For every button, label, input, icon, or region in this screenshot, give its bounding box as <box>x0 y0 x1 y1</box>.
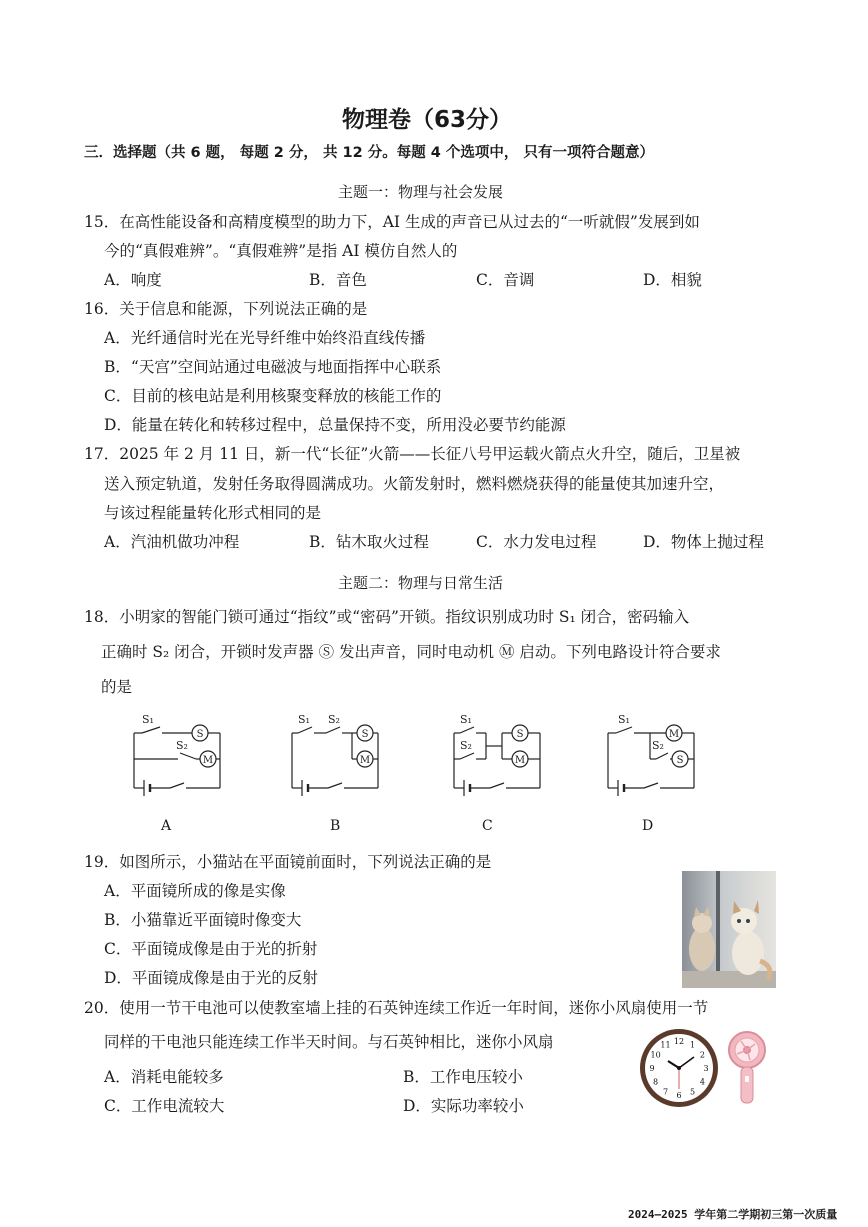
circuit-label-c[interactable]: C <box>482 818 493 834</box>
q15-option-d[interactable]: D．相貌 <box>643 271 702 289</box>
circuit-c-motor: M <box>514 755 526 766</box>
clock-number: 6 <box>676 1091 682 1100</box>
clock-number: 10 <box>650 1050 661 1060</box>
q15-option-b[interactable]: B．音色 <box>309 271 367 289</box>
question-15-line-2: 今的“真假难辨”。“真假难辨”是指 AI 模仿自然人的 <box>104 242 458 260</box>
circuit-diagrams <box>120 705 760 815</box>
question-19-line-1: 19．如图所示，小猫站在平面镜前面时，下列说法正确的是 <box>84 853 492 871</box>
q20-option-d[interactable]: D．实际功率较小 <box>403 1097 524 1115</box>
q19-option-c[interactable]: C．平面镜成像是由于光的折射 <box>104 940 318 958</box>
clock-number: 4 <box>699 1077 705 1087</box>
clock-number: 1 <box>689 1040 696 1050</box>
circuit-b-sounder: S <box>361 729 369 740</box>
question-20-line-2: 同样的干电池只能连续工作半天时间。与石英钟相比，迷你小风扇 <box>104 1033 554 1051</box>
question-20-line-1: 20．使用一节干电池可以使教室墙上挂的石英钟连续工作近一年时间，迷你小风扇使用一节 <box>84 999 709 1017</box>
clock-number: 11 <box>660 1040 671 1050</box>
clock-number: 8 <box>653 1077 659 1087</box>
q19-option-a[interactable]: A．平面镜所成的像是实像 <box>104 882 286 900</box>
section-heading: 三．选择题（共 6 题， 每题 2 分， 共 12 分。每题 4 个选项中， 只有一项符合题意） <box>84 145 654 161</box>
q17-option-b[interactable]: B．钻木取火过程 <box>309 533 429 551</box>
mini-fan-icon <box>724 1030 770 1106</box>
circuit-b-s1-label: S₁ <box>298 713 310 726</box>
page-title: 物理卷（63分） <box>342 107 513 133</box>
question-18-line-1: 18．小明家的智能门锁可通过“指纹”或“密码”开锁。指纹识别成功时 S₁ 闭合，密码输入 <box>84 608 690 626</box>
cat-mirror-image <box>682 871 776 988</box>
q20-option-c[interactable]: C．工作电流较大 <box>104 1097 225 1115</box>
question-17-line-1: 17．2025 年 2 月 11 日，新一代“长征”火箭——长征八号甲运载火箭点火升空，随后，卫星被 <box>84 445 741 463</box>
circuit-b-motor: M <box>359 755 371 766</box>
question-15-line-1: 15．在高性能设备和高精度模型的助力下，AI 生成的声音已从过去的“一听就假”发展到如 <box>84 213 700 231</box>
wall-clock-icon <box>638 1027 720 1109</box>
q16-option-c[interactable]: C．目前的核电站是利用核聚变释放的核能工作的 <box>104 387 442 405</box>
question-17-line-3: 与该过程能量转化形式相同的是 <box>104 504 322 522</box>
q17-option-a[interactable]: A．汽油机做功冲程 <box>104 533 240 551</box>
circuit-c[interactable] <box>454 725 540 796</box>
circuit-a-sounder: S <box>196 729 204 740</box>
clock-number: 3 <box>703 1064 709 1073</box>
clock-number: 12 <box>673 1037 685 1046</box>
circuit-c-sounder: S <box>516 729 524 740</box>
q15-option-a[interactable]: A．响度 <box>104 271 162 289</box>
theme-heading-1: 主题一：物理与社会发展 <box>338 183 504 201</box>
circuit-label-d[interactable]: D <box>642 818 654 834</box>
clock-number: 7 <box>662 1087 669 1097</box>
circuit-a-s1-label: S₁ <box>142 713 154 726</box>
q16-option-d[interactable]: D．能量在转化和转移过程中，总量保持不变，所用没必要节约能源 <box>104 416 566 434</box>
clock-number: 5 <box>689 1087 696 1097</box>
circuit-d-s2-label: S₂ <box>652 739 664 752</box>
clock-number: 2 <box>699 1050 705 1060</box>
circuit-label-a[interactable]: A <box>161 818 172 834</box>
question-18-line-2: 正确时 S₂ 闭合，开锁时发声器 Ⓢ 发出声音，同时电动机 Ⓜ 启动。下列电路设计符合要求 <box>101 643 721 661</box>
q19-option-b[interactable]: B．小猫靠近平面镜时像变大 <box>104 911 302 929</box>
circuit-b-s2-label: S₂ <box>328 713 340 726</box>
q20-option-a[interactable]: A．消耗电能较多 <box>104 1068 224 1086</box>
circuit-d-sounder: S <box>676 755 684 766</box>
q17-option-d[interactable]: D．物体上抛过程 <box>643 533 764 551</box>
q20-option-b[interactable]: B．工作电压较小 <box>403 1068 523 1086</box>
q16-option-b[interactable]: B．“天宫”空间站通过电磁波与地面指挥中心联系 <box>104 358 442 376</box>
question-17-line-2: 送入预定轨道，发射任务取得圆满成功。火箭发射时，燃料燃烧获得的能量使其加速升空， <box>104 475 725 493</box>
circuit-label-b[interactable]: B <box>330 818 341 834</box>
theme-heading-2: 主题二：物理与日常生活 <box>338 574 504 592</box>
circuit-d-s1-label: S₁ <box>618 713 630 726</box>
clock-number: 9 <box>649 1064 655 1073</box>
q17-option-c[interactable]: C．水力发电过程 <box>476 533 597 551</box>
question-16-line-1: 16．关于信息和能源，下列说法正确的是 <box>84 300 368 318</box>
circuit-a-s2-label: S₂ <box>176 739 188 752</box>
q15-option-c[interactable]: C．音调 <box>476 271 535 289</box>
page-footer: 2024—2025 学年第二学期初三第一次质量 <box>628 1208 838 1221</box>
q16-option-a[interactable]: A．光纤通信时光在光导纤维中始终沿直线传播 <box>104 329 426 347</box>
circuit-d-motor: M <box>668 729 680 740</box>
circuit-c-s2-label: S₂ <box>460 739 472 752</box>
question-18-line-3: 的是 <box>101 678 133 696</box>
q19-option-d[interactable]: D．平面镜成像是由于光的反射 <box>104 969 318 987</box>
circuit-a-motor: M <box>202 755 214 766</box>
circuit-c-s1-label: S₁ <box>460 713 472 726</box>
